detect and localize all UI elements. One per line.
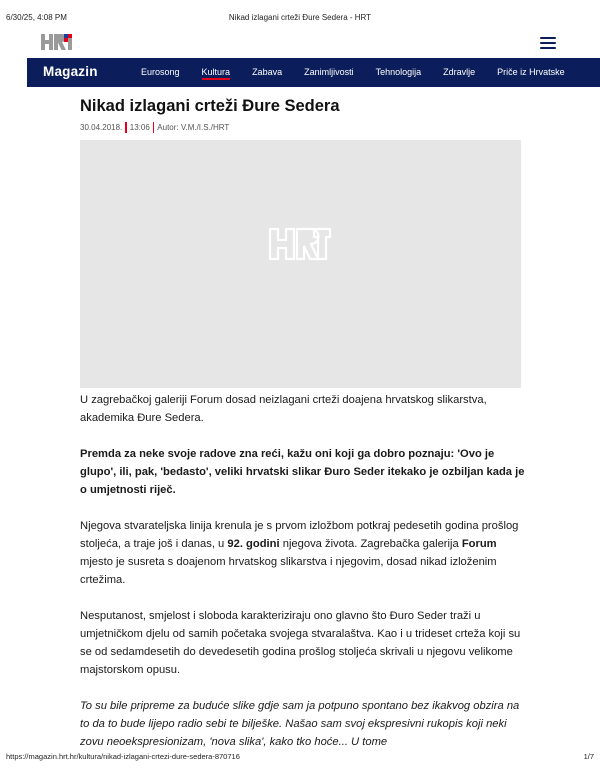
print-datetime: 6/30/25, 4:08 PM [6, 13, 67, 22]
nav-item-tehnologija[interactable]: Tehnologija [375, 67, 422, 77]
nav-item-zanimljivosti[interactable]: Zanimljivosti [304, 67, 354, 77]
main-navbar [27, 58, 600, 87]
article-date: 30.04.2018. [80, 123, 123, 132]
article-meta [80, 122, 229, 133]
article-title: Nikad izlagani crteži Đure Sedera [80, 97, 340, 115]
article-author: Autor: V.M./I.S./HRT [157, 123, 230, 132]
nav-item-eurosong[interactable]: Eurosong [141, 67, 180, 77]
highlight-forum: Forum [461, 538, 497, 550]
article-time: 13:06 [129, 123, 150, 132]
hrt-placeholder-icon [268, 226, 332, 262]
meta-separator [125, 122, 127, 133]
nav-item-zdravlje[interactable]: Zdravlje [443, 67, 476, 77]
print-header [6, 13, 594, 25]
nav-item-zabava[interactable]: Zabava [252, 67, 283, 77]
highlight-age: 92. godini [227, 538, 280, 550]
nav-items [141, 58, 587, 87]
print-url: https://magazin.hrt.hr/kultura/nikad-izlagani-crtezi-dure-sedera-870716 [6, 752, 240, 761]
hero-image-placeholder [80, 140, 521, 388]
article-lead: U zagrebačkoj galeriji Forum dosad neizlagani crteži doajena hrvatskog slikarstva, akademika Đure Sedera. [80, 394, 487, 424]
article-body [80, 391, 525, 769]
nav-item-price-iz-hrvatske[interactable]: Priče iz Hrvatske [497, 67, 565, 77]
article-quote-paragraph: Premda za neke svoje radove zna reći, kažu oni koji ga dobro poznaju: 'Ovo je glupo', ili, pak, 'bedasto', veliki hrvatski slikar Đuro Seder itekako je ozbiljan kada je o umjetnosti riječ. [80, 448, 525, 496]
nav-item-kultura[interactable]: Kultura [202, 58, 231, 87]
print-page-title: Nikad izlagani crteži Đure Sedera - HRT [228, 13, 372, 22]
menu-hamburger-icon[interactable] [540, 37, 556, 49]
hrt-logo-icon [40, 33, 74, 51]
article-italic-quote: To su bile pripreme za buduće slike gdje sam ja potpuno spontano bez ikakvog obzira na to da to bude lijepo radio sebi te bilješke. Našao sam svoj ekspresivni rukopis koji neki zovu neoekspresionizam, 'nova slika', kako tko hoće... U tome [80, 700, 520, 748]
print-page-number: 1/7 [583, 752, 594, 761]
article-paragraph-2: Nesputanost, smjelost i sloboda karakteriziraju ono glavno što Đuro Seder traži u umjetničkom djelu od samih početaka svojega stvaralaštva. Kao i u trideset crteža koji su se od sedamdesetih do devedesetih godina prošlog stoljeća skrivali u njegovu velikome majstorskom opusu. [80, 610, 521, 676]
nav-brand-magazin[interactable]: Magazin [43, 64, 98, 79]
hrt-logo[interactable] [40, 33, 74, 51]
article-paragraph-1: Njegova stvarateljska linija krenula je s prvom izložbom potkraj pedesetih godina prošlog stoljeća, a traje još i danas, u 92. godini njegova života. Zagrebačka galerija Forum mjesto je susreta s doajenom hrvatskog slikarstva i njegovim, dosad nikad izloženim crtežima. [80, 520, 519, 586]
meta-separator [153, 122, 155, 133]
